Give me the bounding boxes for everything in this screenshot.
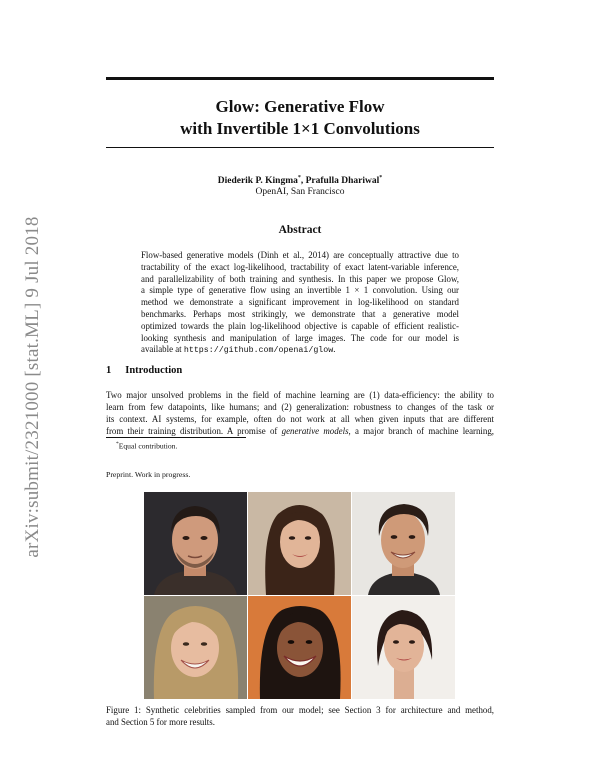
abstract-line: tractability of the exact log-likelihood, tractability of exact latent-variable inference, <box>141 261 459 272</box>
face-image <box>248 596 351 699</box>
intro-line4-prefix: from their training distribution. A promise of <box>106 426 282 436</box>
abstract-line: and parallelizability of both training and synthesis. In this paper we propose Glow, <box>141 273 459 284</box>
intro-emphasis: generative models <box>281 426 349 436</box>
intro-line: its context. AI systems, for example, often do not work at all when given inputs that are different <box>106 414 494 424</box>
footnote-text: Equal contribution. <box>118 441 178 451</box>
abstract-line: Flow-based generative models (Dinh et al., 2014) are conceptually attractive due to <box>141 250 459 260</box>
author-kingma-mark: * <box>297 175 301 181</box>
face-image <box>144 596 247 699</box>
preprint-note: Preprint. Work in progress. <box>106 470 191 479</box>
section-number: 1 <box>106 365 112 376</box>
figure-1-caption <box>106 704 494 728</box>
author-dhariwal-mark: * <box>379 175 383 181</box>
author-separator: , <box>300 176 306 187</box>
face-image <box>144 492 247 595</box>
abstract-line: method we demonstrate a significant improvement in log-likelihood on standard <box>141 297 459 308</box>
figure-1-face-grid <box>144 492 455 698</box>
abstract-heading: Abstract <box>278 224 322 236</box>
caption-line: Figure 1: Synthetic celebrities sampled from our model; see Section 3 for architecture and method, <box>106 705 494 715</box>
face-image <box>352 596 455 699</box>
github-link[interactable]: https://github.com/openai/glow <box>183 346 334 356</box>
intro-line-4 <box>106 425 494 437</box>
abstract-line: benchmarks. Perhaps most strikingly, we demonstrate that a generative model <box>141 308 459 319</box>
title-bottom-rule <box>106 147 494 148</box>
abstract-line: a simple type of generative flow using an invertible 1 × 1 convolution. Using our <box>141 285 459 296</box>
caption-line: and Section 5 for more results. <box>106 717 215 727</box>
footnote-mark: * <box>116 441 119 447</box>
title-top-rule <box>106 77 494 80</box>
intro-line: Two major unsolved problems in the field of machine learning are (1) data-efficiency: the ability to <box>106 390 494 400</box>
abstract-line: looking synthesis and manipulation of large images. The code for our model is <box>141 332 459 343</box>
introduction-text <box>106 389 494 437</box>
face-image <box>352 492 455 595</box>
footnote-rule <box>106 437 246 438</box>
abstract-line-last <box>141 344 459 356</box>
section-heading-introduction <box>106 365 182 376</box>
abstract-line: optimized towards the plain log-likelihood objective is capable of efficient realistic- <box>141 320 459 331</box>
section-title: Introduction <box>125 365 183 376</box>
author-list <box>106 175 494 186</box>
face-image <box>248 492 351 595</box>
author-dhariwal: Prafulla Dhariwal <box>305 176 380 187</box>
abstract-last-suffix: . <box>333 344 336 355</box>
affiliation: OpenAI, San Francisco <box>255 187 345 197</box>
intro-line4-suffix: , a major branch of machine learning, <box>348 426 494 436</box>
abstract-text <box>141 250 459 356</box>
abstract-last-prefix: available at <box>141 344 184 355</box>
arxiv-id-text: arXiv:submit/2321000 [stat.ML] 9 Jul 2018 <box>22 216 43 558</box>
footnote <box>116 441 177 451</box>
intro-line: learn from few datapoints, like humans; and (2) generalization: robustness to changes of the task or <box>106 402 494 412</box>
paper-title-line2: with Invertible 1×1 Convolutions <box>180 119 420 138</box>
author-kingma: Diederik P. Kingma <box>217 176 298 187</box>
paper-title-line1: Glow: Generative Flow <box>215 97 385 116</box>
